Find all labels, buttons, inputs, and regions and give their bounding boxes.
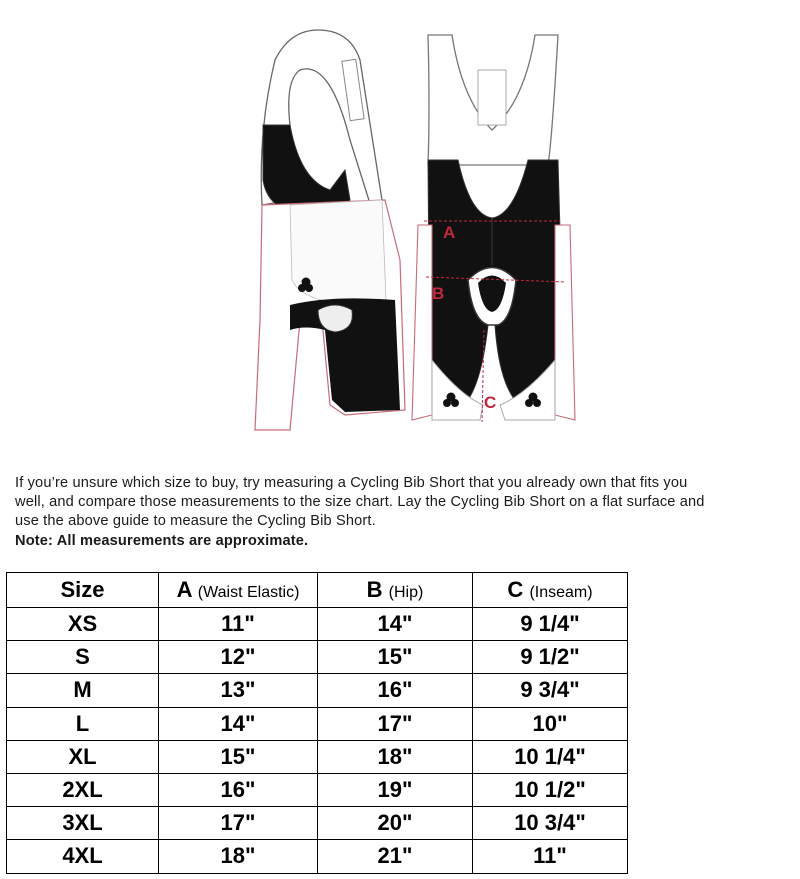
inseam-cell: 9 1/2" [473,641,628,674]
instructions-line: well, and compare those measurements to the size chart. Lay the Cycling Bib Short on a flat surface and [15,494,705,510]
table-row [7,773,628,806]
header-size: Size [7,573,159,608]
table-row [7,608,628,641]
front-view [412,35,575,422]
hip-cell: 19" [318,773,473,806]
header-c-sub: (Inseam) [529,584,593,601]
waist-cell: 18" [159,840,318,873]
waist-cell: 14" [159,707,318,740]
waist-cell: 12" [159,641,318,674]
header-c [473,573,628,608]
approximate-note: Note: All measurements are approximate. [15,533,309,549]
table-row [7,840,628,873]
hip-cell: 17" [318,707,473,740]
size-cell: 3XL [7,807,159,840]
waist-cell: 17" [159,807,318,840]
waist-cell: 13" [159,674,318,707]
instructions-line: If you’re unsure which size to buy, try measuring a Cycling Bib Short that you already own that fits you [15,475,688,491]
bib-short-diagram [240,20,600,440]
hip-cell: 14" [318,608,473,641]
header-a [159,573,318,608]
header-b-sub: (Hip) [388,584,424,601]
header-b-letter: B [366,577,383,602]
size-cell: M [7,674,159,707]
header-b [318,573,473,608]
inseam-cell: 11" [473,840,628,873]
measure-label-c: C [484,393,497,412]
size-cell: 2XL [7,773,159,806]
hip-cell: 21" [318,840,473,873]
size-cell: 4XL [7,840,159,873]
inseam-cell: 10 1/4" [473,740,628,773]
table-row [7,641,628,674]
hip-cell: 20" [318,807,473,840]
table-row [7,707,628,740]
measure-label-a: A [443,223,456,242]
measure-label-b: B [432,284,445,303]
hip-cell: 18" [318,740,473,773]
side-view [255,30,405,430]
inseam-cell: 9 1/4" [473,608,628,641]
header-a-sub: (Waist Elastic) [197,584,300,601]
table-row [7,807,628,840]
header-a-letter: A [176,577,192,602]
instructions-line: use the above guide to measure the Cycling Bib Short. [15,513,376,529]
waist-cell: 11" [159,608,318,641]
hip-cell: 15" [318,641,473,674]
sizing-instructions [15,474,785,551]
waist-cell: 16" [159,773,318,806]
header-c-letter: C [507,577,524,602]
size-chart-table [6,572,628,874]
inseam-cell: 9 3/4" [473,674,628,707]
size-cell: XS [7,608,159,641]
table-row [7,740,628,773]
size-cell: S [7,641,159,674]
inseam-cell: 10 3/4" [473,807,628,840]
hip-cell: 16" [318,674,473,707]
waist-cell: 15" [159,740,318,773]
table-row [7,674,628,707]
table-header-row [7,573,628,608]
inseam-cell: 10 1/2" [473,773,628,806]
size-cell: XL [7,740,159,773]
size-cell: L [7,707,159,740]
inseam-cell: 10" [473,707,628,740]
